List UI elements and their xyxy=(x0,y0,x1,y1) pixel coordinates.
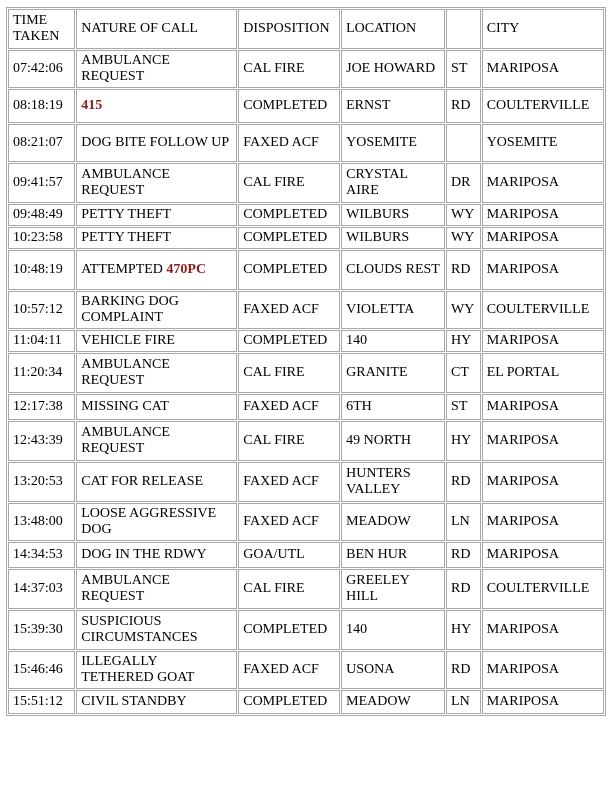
cell-location: WILBURS xyxy=(341,227,445,249)
cell-location: ERNST xyxy=(341,89,445,123)
cell-time-taken: 09:41:57 xyxy=(8,163,75,203)
cell-city: YOSEMITE xyxy=(482,124,604,162)
table-row xyxy=(8,569,604,609)
cell-city: MARIPOSA xyxy=(482,250,604,290)
table-row xyxy=(8,651,604,689)
nature-text: MISSING CAT xyxy=(81,399,169,414)
cell-nature-of-call xyxy=(76,89,237,123)
penal-code: 470PC xyxy=(166,262,207,277)
cell-disposition: FAXED ACF xyxy=(238,124,340,162)
cell-disposition: COMPLETED xyxy=(238,690,340,714)
cell-city: MARIPOSA xyxy=(482,394,604,420)
cell-street-suffix: ST xyxy=(446,394,481,420)
nature-text: ILLEGALLY TETHERED GOAT xyxy=(81,654,195,685)
header-street-suffix xyxy=(446,9,481,49)
table-row xyxy=(8,227,604,249)
cell-nature-of-call xyxy=(76,542,237,568)
cell-time-taken: 15:46:46 xyxy=(8,651,75,689)
cell-disposition: COMPLETED xyxy=(238,610,340,650)
cell-nature-of-call xyxy=(76,291,237,329)
cell-time-taken: 14:37:03 xyxy=(8,569,75,609)
cell-street-suffix: RD xyxy=(446,651,481,689)
table-row xyxy=(8,462,604,502)
cell-city: MARIPOSA xyxy=(482,50,604,88)
cell-nature-of-call xyxy=(76,50,237,88)
cell-city: EL PORTAL xyxy=(482,353,604,393)
cell-disposition: FAXED ACF xyxy=(238,503,340,541)
cell-city: MARIPOSA xyxy=(482,330,604,352)
cell-street-suffix: RD xyxy=(446,569,481,609)
cell-street-suffix: WY xyxy=(446,227,481,249)
table-row xyxy=(8,124,604,162)
cell-city: MARIPOSA xyxy=(482,163,604,203)
cell-street-suffix: DR xyxy=(446,163,481,203)
cell-disposition: COMPLETED xyxy=(238,250,340,290)
cell-nature-of-call xyxy=(76,330,237,352)
cell-location: BEN HUR xyxy=(341,542,445,568)
cell-nature-of-call xyxy=(76,651,237,689)
cell-location: MEADOW xyxy=(341,503,445,541)
cell-time-taken: 10:23:58 xyxy=(8,227,75,249)
nature-text: PETTY THEFT xyxy=(81,207,172,222)
cell-time-taken: 15:39:30 xyxy=(8,610,75,650)
cell-location: GRANITE xyxy=(341,353,445,393)
cell-time-taken: 08:18:19 xyxy=(8,89,75,123)
call-log-table xyxy=(6,7,606,716)
cell-city: MARIPOSA xyxy=(482,462,604,502)
cell-nature-of-call xyxy=(76,690,237,714)
cell-street-suffix: WY xyxy=(446,291,481,329)
header-city: CITY xyxy=(482,9,604,49)
cell-time-taken: 10:48:19 xyxy=(8,250,75,290)
table-row xyxy=(8,610,604,650)
table-row xyxy=(8,542,604,568)
cell-city: MARIPOSA xyxy=(482,610,604,650)
table-row xyxy=(8,250,604,290)
cell-city: MARIPOSA xyxy=(482,204,604,226)
cell-street-suffix: RD xyxy=(446,89,481,123)
cell-location: 49 NORTH xyxy=(341,421,445,461)
cell-street-suffix: RD xyxy=(446,462,481,502)
cell-time-taken: 13:48:00 xyxy=(8,503,75,541)
header-row xyxy=(8,9,604,49)
nature-text: LOOSE AGGRESSIVE DOG xyxy=(81,506,217,537)
cell-disposition: COMPLETED xyxy=(238,330,340,352)
cell-street-suffix: HY xyxy=(446,330,481,352)
table-row xyxy=(8,163,604,203)
cell-location: 6TH xyxy=(341,394,445,420)
cell-time-taken: 12:17:38 xyxy=(8,394,75,420)
cell-time-taken: 14:34:53 xyxy=(8,542,75,568)
cell-time-taken: 12:43:39 xyxy=(8,421,75,461)
nature-text: AMBULANCE REQUEST xyxy=(81,167,170,198)
cell-disposition: CAL FIRE xyxy=(238,50,340,88)
cell-time-taken: 11:04:11 xyxy=(8,330,75,352)
cell-disposition: CAL FIRE xyxy=(238,421,340,461)
nature-text: AMBULANCE REQUEST xyxy=(81,425,170,456)
table-row xyxy=(8,330,604,352)
cell-location: WILBURS xyxy=(341,204,445,226)
cell-time-taken: 08:21:07 xyxy=(8,124,75,162)
cell-location: CRYSTAL AIRE xyxy=(341,163,445,203)
cell-nature-of-call xyxy=(76,124,237,162)
cell-disposition: CAL FIRE xyxy=(238,163,340,203)
cell-nature-of-call xyxy=(76,204,237,226)
cell-disposition: CAL FIRE xyxy=(238,353,340,393)
cell-city: MARIPOSA xyxy=(482,503,604,541)
header-time-taken: TIME TAKEN xyxy=(8,9,75,49)
table-row xyxy=(8,394,604,420)
cell-street-suffix xyxy=(446,124,481,162)
call-log-document xyxy=(6,7,606,716)
cell-disposition: COMPLETED xyxy=(238,89,340,123)
cell-street-suffix: LN xyxy=(446,690,481,714)
cell-city: COULTERVILLE xyxy=(482,89,604,123)
cell-location: GREELEY HILL xyxy=(341,569,445,609)
cell-time-taken: 13:20:53 xyxy=(8,462,75,502)
table-row xyxy=(8,690,604,714)
table-row xyxy=(8,421,604,461)
nature-text: AMBULANCE REQUEST xyxy=(81,573,170,604)
penal-code: 415 xyxy=(81,98,103,113)
call-log-body xyxy=(8,50,604,714)
nature-text: BARKING DOG COMPLAINT xyxy=(81,294,179,325)
cell-location: MEADOW xyxy=(341,690,445,714)
nature-text: AMBULANCE REQUEST xyxy=(81,357,170,388)
cell-nature-of-call xyxy=(76,353,237,393)
table-row xyxy=(8,291,604,329)
cell-disposition: CAL FIRE xyxy=(238,569,340,609)
nature-text: VEHICLE FIRE xyxy=(81,333,175,348)
cell-time-taken: 10:57:12 xyxy=(8,291,75,329)
cell-nature-of-call xyxy=(76,610,237,650)
cell-disposition: FAXED ACF xyxy=(238,462,340,502)
cell-street-suffix: WY xyxy=(446,204,481,226)
cell-nature-of-call xyxy=(76,421,237,461)
cell-street-suffix: LN xyxy=(446,503,481,541)
table-row xyxy=(8,353,604,393)
cell-street-suffix: ST xyxy=(446,50,481,88)
cell-location: JOE HOWARD xyxy=(341,50,445,88)
cell-nature-of-call xyxy=(76,394,237,420)
cell-disposition: GOA/UTL xyxy=(238,542,340,568)
cell-location: CLOUDS REST xyxy=(341,250,445,290)
nature-text: DOG IN THE RDWY xyxy=(81,547,207,562)
cell-location: VIOLETTA xyxy=(341,291,445,329)
cell-disposition: COMPLETED xyxy=(238,204,340,226)
cell-disposition: FAXED ACF xyxy=(238,651,340,689)
cell-street-suffix: HY xyxy=(446,610,481,650)
cell-disposition: FAXED ACF xyxy=(238,291,340,329)
cell-disposition: FAXED ACF xyxy=(238,394,340,420)
cell-time-taken: 15:51:12 xyxy=(8,690,75,714)
header-nature-of-call: NATURE OF CALL xyxy=(76,9,237,49)
table-row xyxy=(8,89,604,123)
cell-city: MARIPOSA xyxy=(482,542,604,568)
table-row xyxy=(8,204,604,226)
cell-time-taken: 07:42:06 xyxy=(8,50,75,88)
nature-text: CIVIL STANDBY xyxy=(81,694,187,709)
nature-text: CAT FOR RELEASE xyxy=(81,474,204,489)
nature-text: DOG BITE FOLLOW UP xyxy=(81,135,230,150)
cell-nature-of-call xyxy=(76,569,237,609)
cell-nature-of-call xyxy=(76,462,237,502)
cell-time-taken: 11:20:34 xyxy=(8,353,75,393)
table-row xyxy=(8,503,604,541)
header-location: LOCATION xyxy=(341,9,445,49)
table-row xyxy=(8,50,604,88)
cell-location: 140 xyxy=(341,330,445,352)
cell-nature-of-call xyxy=(76,227,237,249)
cell-location: 140 xyxy=(341,610,445,650)
nature-text: ATTEMPTED xyxy=(81,262,167,277)
cell-city: MARIPOSA xyxy=(482,227,604,249)
cell-street-suffix: RD xyxy=(446,542,481,568)
cell-street-suffix: RD xyxy=(446,250,481,290)
cell-location: YOSEMITE xyxy=(341,124,445,162)
cell-location: HUNTERS VALLEY xyxy=(341,462,445,502)
cell-city: COULTERVILLE xyxy=(482,291,604,329)
cell-city: MARIPOSA xyxy=(482,651,604,689)
cell-time-taken: 09:48:49 xyxy=(8,204,75,226)
cell-street-suffix: CT xyxy=(446,353,481,393)
cell-nature-of-call xyxy=(76,503,237,541)
cell-nature-of-call xyxy=(76,163,237,203)
header-disposition: DISPOSITION xyxy=(238,9,340,49)
nature-text: SUSPICIOUS CIRCUMSTANCES xyxy=(81,614,198,645)
nature-text: PETTY THEFT xyxy=(81,230,172,245)
cell-location: USONA xyxy=(341,651,445,689)
cell-disposition: COMPLETED xyxy=(238,227,340,249)
cell-city: MARIPOSA xyxy=(482,690,604,714)
nature-text: AMBULANCE REQUEST xyxy=(81,53,170,84)
cell-city: MARIPOSA xyxy=(482,421,604,461)
cell-street-suffix: HY xyxy=(446,421,481,461)
cell-nature-of-call xyxy=(76,250,237,290)
cell-city: COULTERVILLE xyxy=(482,569,604,609)
